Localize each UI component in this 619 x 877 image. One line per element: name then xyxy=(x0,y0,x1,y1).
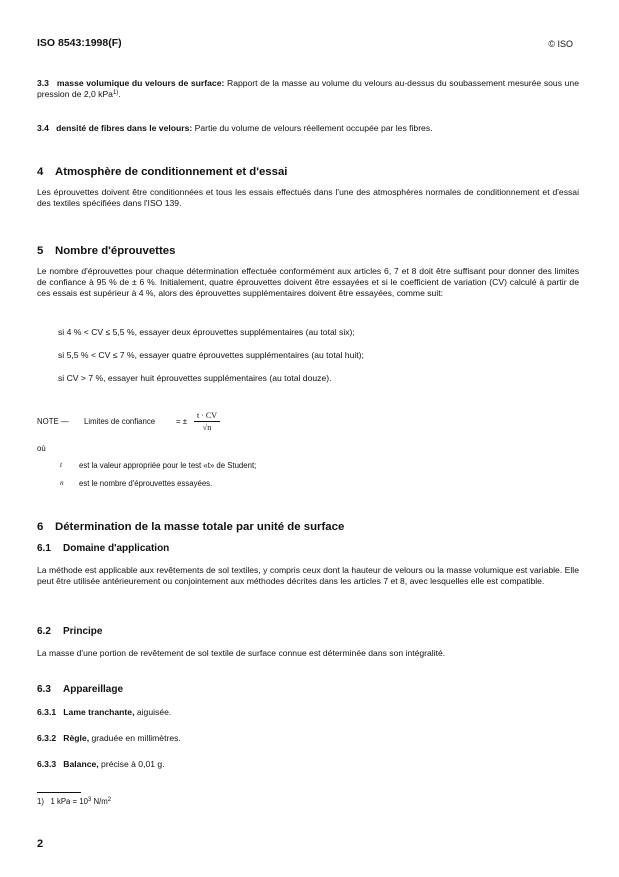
section-6-1-text: La méthode est applicable aux revêtements de sol textiles, y compris ceux dont la hauteur de velours ou la masse volumique est variable. Elle peut être utilisée antérieurement ou conjointement aux méthodes décrites dans les articles 7 et 8, avec lesquelles elle est compatible. xyxy=(37,565,579,586)
term: densité de fibres dans le velours: xyxy=(56,123,193,133)
definition: Rapport de la masse au volume du velours au-dessus du soubassement mesurée sous une pression de 2,0 kPa xyxy=(37,78,579,99)
clause-3-4 xyxy=(37,123,579,134)
variable-description: est la valeur appropriée pour le test «t» de Student; xyxy=(79,461,257,470)
apparatus-item: 6.3.3 Balance, précise à 0,01 g. xyxy=(37,759,165,769)
confidence-formula xyxy=(194,411,220,432)
formula-prefix: = ± xyxy=(176,417,187,426)
section-6-heading: 6 Détermination de la masse totale par unité de surface xyxy=(37,521,345,533)
footnote-ref: 1) xyxy=(112,90,119,96)
apparatus-item: 6.3.2 Règle, graduée en millimètres. xyxy=(37,733,181,743)
section-4-text: Les éprouvettes doivent être conditionnées et tous les essais effectués dans l'une des atmosphères normales de conditionnement et d'essai des textiles spécifiées dans l'ISO 139. xyxy=(37,187,579,208)
footnote-mark: 1) xyxy=(37,797,44,806)
variable-symbol: t xyxy=(60,461,62,469)
clause-number: 3.3 xyxy=(37,78,49,88)
list-item: si 5,5 % < CV ≤ 7 %, essayer quatre éprouvettes supplémentaires (au total huit); xyxy=(58,350,364,360)
note-text: Limites de confiance xyxy=(84,417,156,426)
where-label: où xyxy=(37,444,46,453)
variable-symbol: n xyxy=(60,479,64,487)
section-5-heading: 5 Nombre d'éprouvettes xyxy=(37,245,176,257)
term: masse volumique du velours de surface: xyxy=(56,78,225,88)
section-6-2-heading: 6.2 Principe xyxy=(37,626,103,637)
formula-denominator: √n xyxy=(202,423,212,432)
section-4-heading: 4 Atmosphère de conditionnement et d'essai xyxy=(37,166,288,178)
section-6-3-heading: 6.3 Appareillage xyxy=(37,684,124,695)
definition: Partie du volume de velours réellement occupée par les fibres. xyxy=(194,123,433,133)
page-number: 2 xyxy=(37,838,44,850)
section-6-2-text: La masse d'une portion de revêtement de sol textile de surface connue est déterminée dans son intégralité. xyxy=(37,648,446,658)
copyright: © ISO xyxy=(548,39,573,49)
footnote: 1) 1 kPa = $10^3$ $N/m^2$ xyxy=(37,797,112,806)
list-item: si CV > 7 %, essayer huit éprouvettes supplémentaires (au total douze). xyxy=(58,373,332,383)
variable-description: est le nombre d'éprouvettes essayées. xyxy=(79,479,213,488)
footnote-rule xyxy=(37,792,81,793)
note-label: NOTE — xyxy=(37,417,69,426)
clause-number: 3.4 xyxy=(37,123,49,133)
clause-3-3: 3.3 masse volumique du velours de surface: Rapport de la masse au volume du velours au-dessus du soubassement mesurée sous une pression de 2,0 kPa$^{1)}$. xyxy=(37,78,579,99)
section-6-1-heading: 6.1 Domaine d'application xyxy=(37,543,170,554)
document-id: ISO 8543:1998(F) xyxy=(37,37,122,49)
list-item: si 4 % < CV ≤ 5,5 %, essayer deux éprouvettes supplémentaires (au total six); xyxy=(58,327,355,337)
apparatus-item: 6.3.1 Lame tranchante, aiguisée. xyxy=(37,707,172,717)
formula-numerator: t · CV xyxy=(194,411,220,422)
section-5-text: Le nombre d'éprouvettes pour chaque détermination effectuée conformément aux articles 6, 7 et 8 doit être suffisant pour donner des limites de confiance à 95 % de ± 6 %. Initialement, quatre éprouvettes doivent être essayées et si le coefficient de variation (CV) calculé à partir de ces essais est supérieur à 4 %, alors des éprouvettes supplémentaires doivent être essayées, comme suit: xyxy=(37,266,579,298)
